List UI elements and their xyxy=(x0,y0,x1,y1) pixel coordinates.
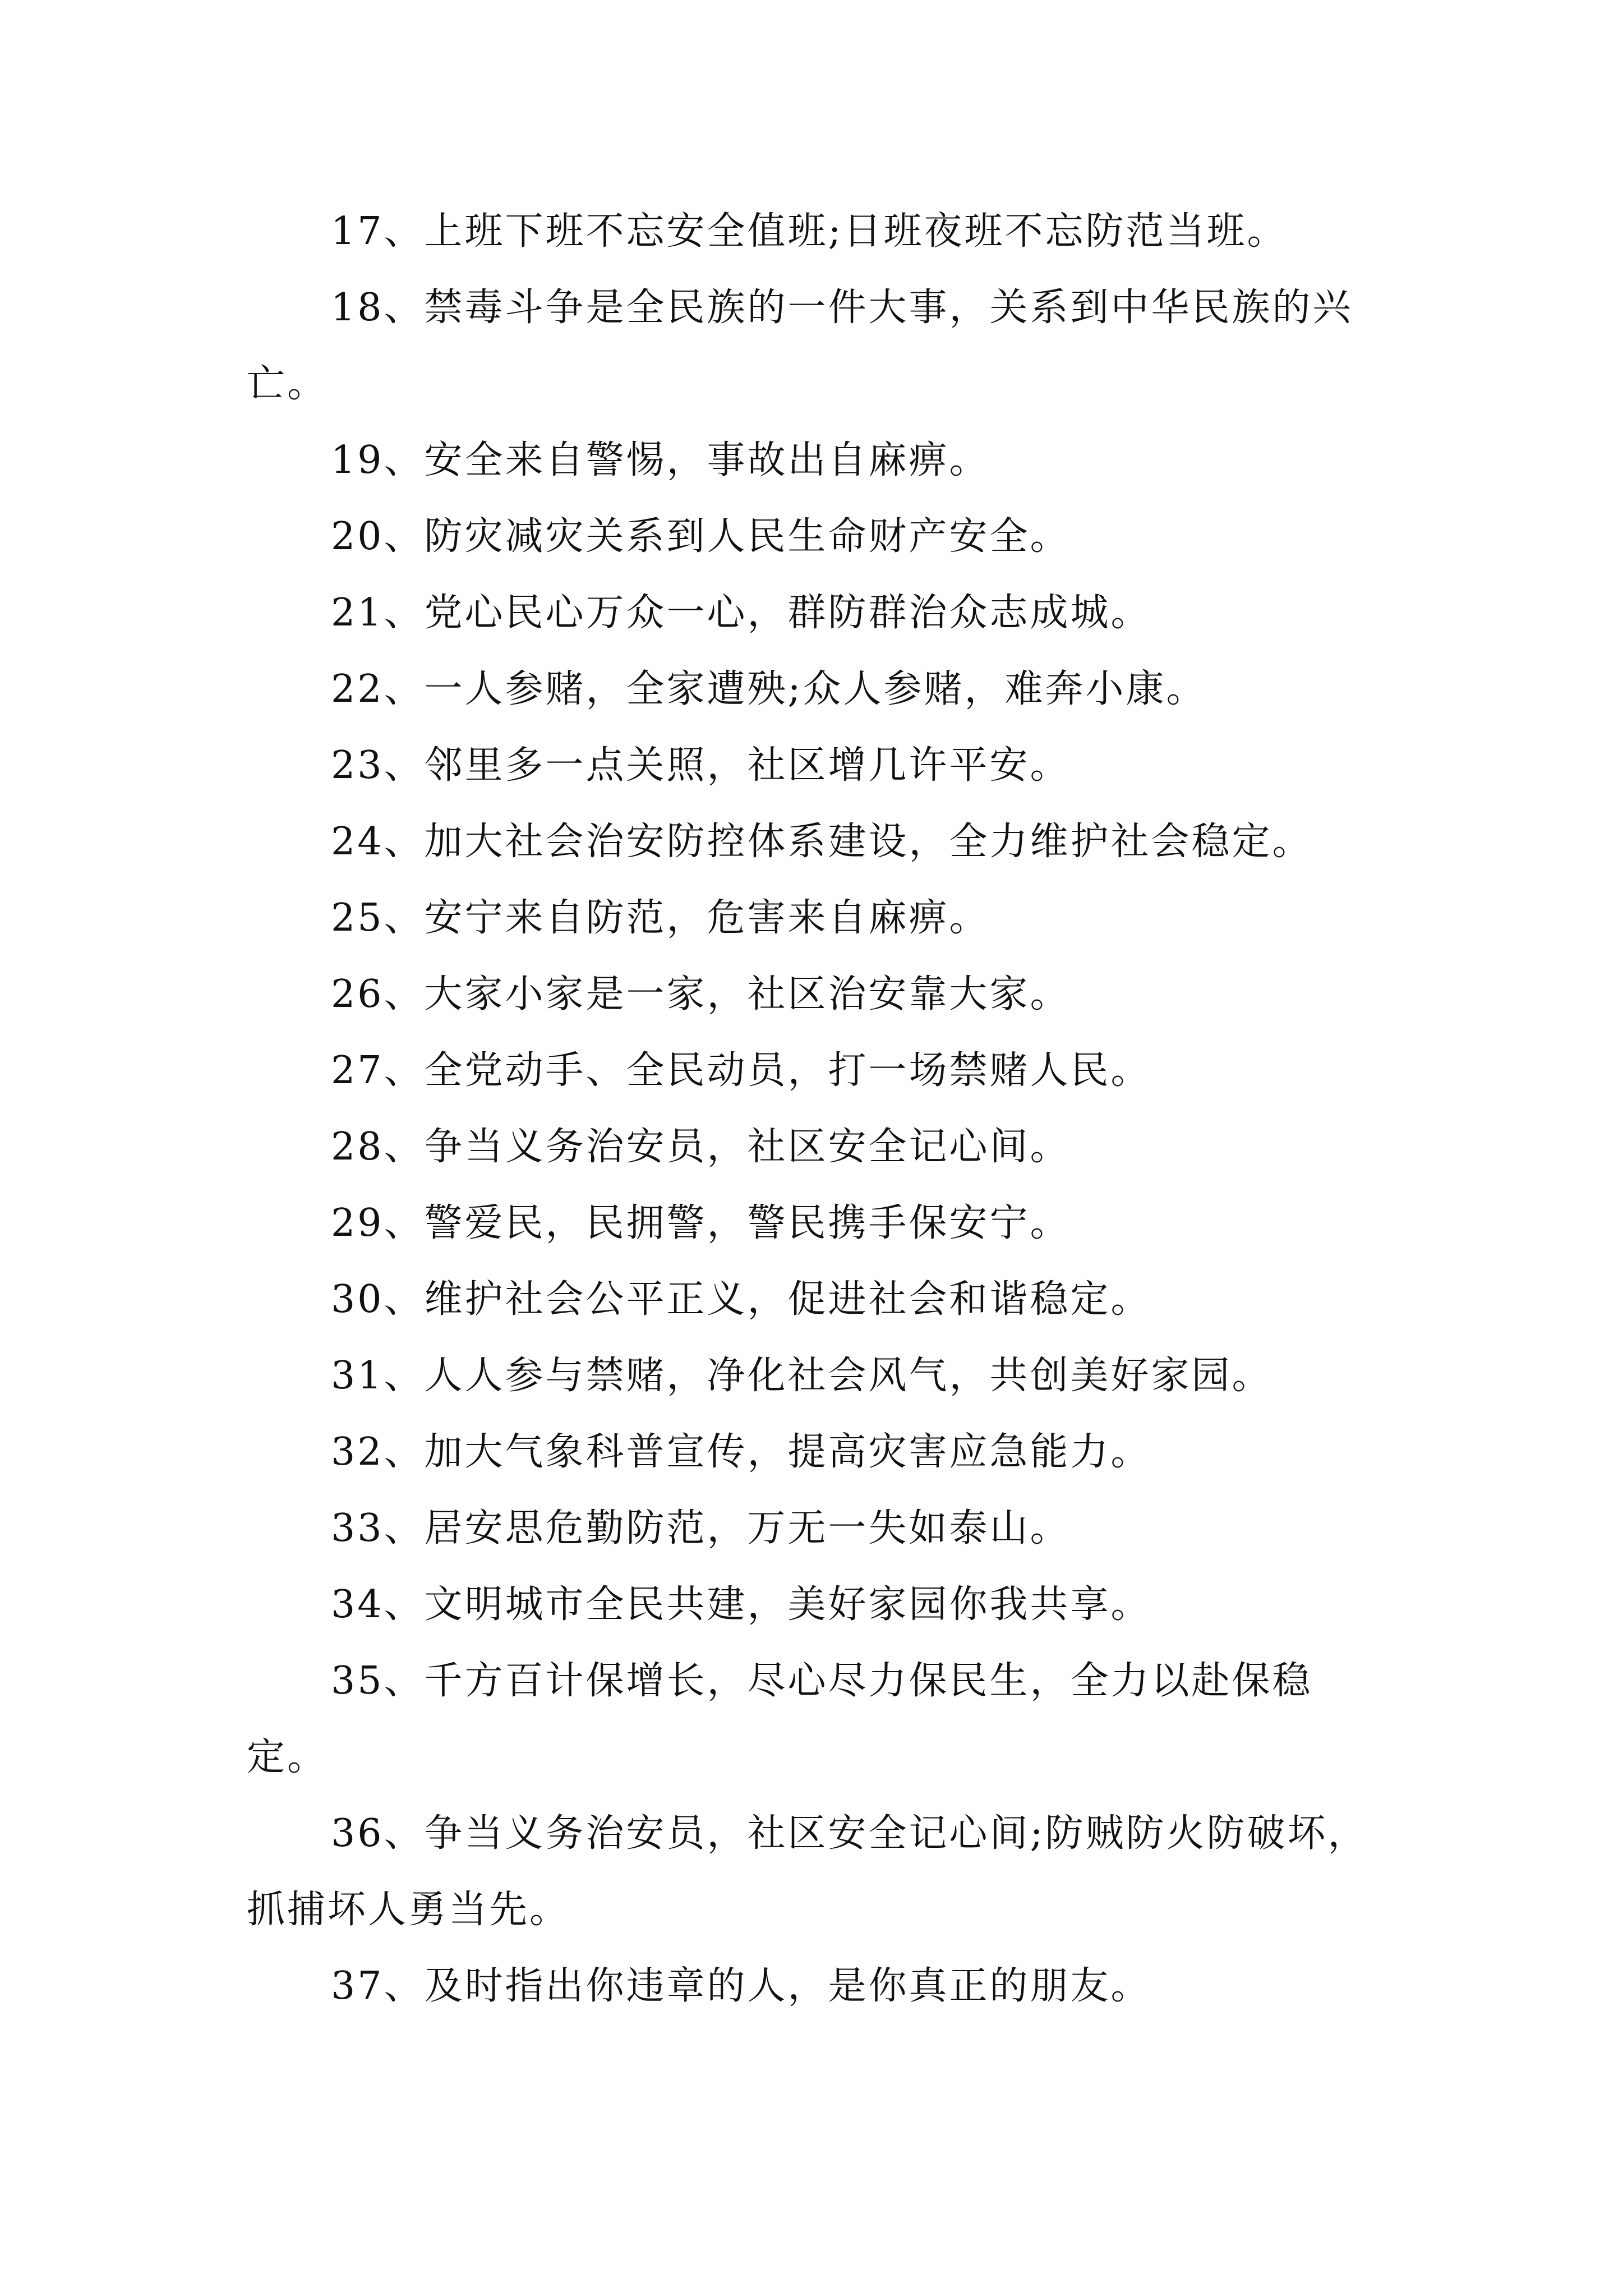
paragraph-20: 20、防灾减灾关系到人民生命财产安全。 xyxy=(331,514,1071,559)
paragraph-33: 33、居安思危勤防范，万无一失如泰山。 xyxy=(331,1506,1071,1550)
paragraph-21: 21、党心民心万众一心，群防群治众志成城。 xyxy=(331,591,1151,635)
paragraph-32: 32、加大气象科普宣传，提高灾害应急能力。 xyxy=(331,1430,1151,1474)
paragraph-22: 22、一人参赌，全家遭殃;众人参赌，难奔小康。 xyxy=(331,667,1207,711)
paragraph-18: 18、禁毒斗争是全民族的一件大事，关系到中华民族的兴亡。 xyxy=(247,286,1353,406)
paragraph-25: 25、安宁来自防范，危害来自麻痹。 xyxy=(331,896,990,940)
paragraph-28: 28、争当义务治安员，社区安全记心间。 xyxy=(331,1125,1071,1169)
paragraph-24: 24、加大社会治安防控体系建设，全力维护社会稳定。 xyxy=(331,820,1313,864)
paragraph-37: 37、及时指出你违章的人，是你真正的朋友。 xyxy=(331,1964,1151,2008)
paragraph-31: 31、人人参与禁赌，净化社会风气，共创美好家园。 xyxy=(331,1354,1272,1398)
paragraph-23: 23、邻里多一点关照，社区增几许平安。 xyxy=(331,743,1071,788)
paragraph-36: 36、争当义务治安员，社区安全记心间;防贼防火防破坏，抓捕坏人勇当先。 xyxy=(247,1811,1368,1932)
paragraph-30: 30、维护社会公平正义，促进社会和谐稳定。 xyxy=(331,1277,1151,1322)
paragraph-17: 17、上班下班不忘安全值班;日班夜班不忘防范当班。 xyxy=(331,209,1288,254)
document-body xyxy=(247,194,1385,2024)
paragraph-35: 35、千方百计保增长，尽心尽力保民生，全力以赴保稳定。 xyxy=(247,1659,1313,1779)
paragraph-34: 34、文明城市全民共建，美好家园你我共享。 xyxy=(331,1582,1151,1627)
paragraph-26: 26、大家小家是一家，社区治安靠大家。 xyxy=(331,972,1071,1016)
paragraph-19: 19、安全来自警惕，事故出自麻痹。 xyxy=(331,438,990,482)
paragraph-27: 27、全党动手、全民动员，打一场禁赌人民。 xyxy=(331,1048,1151,1093)
paragraph-29: 29、警爱民，民拥警，警民携手保安宁。 xyxy=(331,1201,1071,1245)
